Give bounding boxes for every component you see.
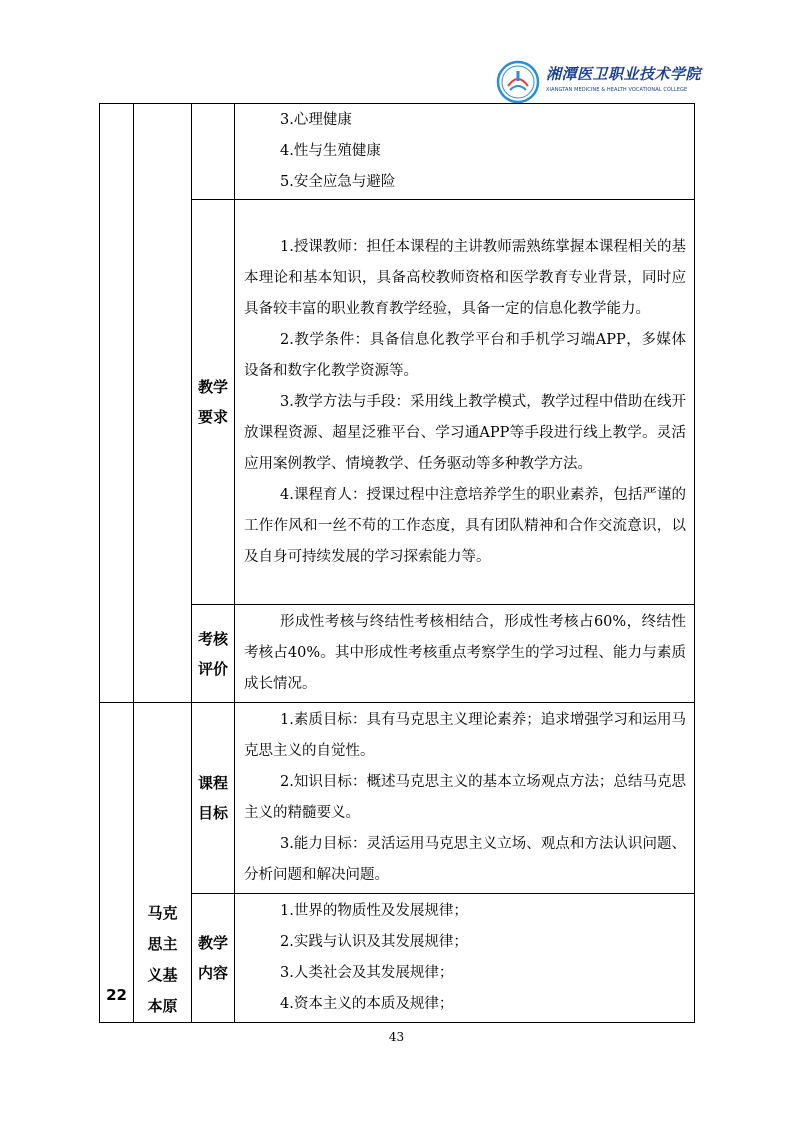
row-label-assessment: 考核 评价 (192, 605, 235, 703)
content-cell (235, 104, 695, 200)
curriculum-table (99, 103, 695, 1023)
list-item: 4.资本主义的本质及规律； (280, 996, 454, 1012)
content-cell (235, 703, 695, 894)
college-logo (496, 60, 702, 106)
content-cell (235, 894, 695, 1023)
college-emblem-icon (496, 60, 540, 104)
list-item: 3.人类社会及其发展规律； (280, 965, 454, 981)
paragraph: 1.素质目标：具有马克思主义理论素养；追求增强学习和运用马克思主义的自觉性。 (244, 712, 686, 759)
page-number: 43 (388, 1030, 405, 1044)
college-name: 湘潭医卫职业技术学院 (546, 65, 702, 83)
paragraph: 形成性考核与终结性考核相结合，形成性考核占60%，终结性考核占40%。其中形成性考核重点考察学生的学习过程、能力与素质成长情况。 (244, 614, 686, 692)
course-number: 22 (100, 703, 134, 1023)
paragraph: 1.授课教师：担任本课程的主讲教师需熟练掌握本课程相关的基本理论和基本知识，具备高校教师资格和医学教育专业背景，同时应具备较丰富的职业教育教学经验，具备一定的信息化教学能力。 (244, 238, 686, 317)
list-item: 4.性与生殖健康 (280, 142, 381, 159)
paragraph: 2.教学条件：具备信息化教学平台和手机学习端APP，多媒体设备和数字化教学资源等。 (244, 331, 686, 379)
row-label-teaching-requirements: 教学 要求 (192, 200, 235, 605)
list-item: 2.实践与认识及其发展规律； (280, 934, 468, 950)
list-item: 3.心理健康 (280, 111, 352, 128)
paragraph: 2.知识目标：概述马克思主义的基本立场观点方法；总结马克思主义的精髓要义。 (244, 774, 686, 821)
course-name: 马克 思主 义基 本原 (134, 703, 192, 1023)
list-item: 5.安全应急与避险 (280, 173, 396, 190)
course-number-cell-previous (100, 104, 134, 703)
list-item: 1.世界的物质性及发展规律； (280, 903, 468, 919)
row-label-course-objectives: 课程 目标 (192, 703, 235, 894)
table-row (100, 703, 695, 894)
content-cell (235, 605, 695, 703)
course-name-cell-previous (134, 104, 192, 703)
college-name-english: XIANGTAN MEDICINE & HEALTH VOCATIONAL COLLEGE (546, 87, 688, 93)
label-cell-empty (192, 104, 235, 200)
paragraph: 3.教学方法与手段：采用线上教学模式，教学过程中借助在线开放课程资源、超星泛雅平台、学习通APP等手段进行线上教学。灵活应用案例教学、情境教学、任务驱动等多种教学方法。 (244, 393, 686, 472)
content-cell (235, 200, 695, 605)
paragraph: 4.课程育人：授课过程中注意培养学生的职业素养，包括严谨的工作作风和一丝不苟的工作态度，具有团队精神和合作交流意识，以及自身可持续发展的学习探索能力等。 (244, 486, 686, 565)
table-row (100, 104, 695, 200)
paragraph: 3.能力目标：灵活运用马克思主义立场、观点和方法认识问题、分析问题和解决问题。 (244, 836, 686, 883)
row-label-teaching-content: 教学 内容 (192, 894, 235, 1023)
